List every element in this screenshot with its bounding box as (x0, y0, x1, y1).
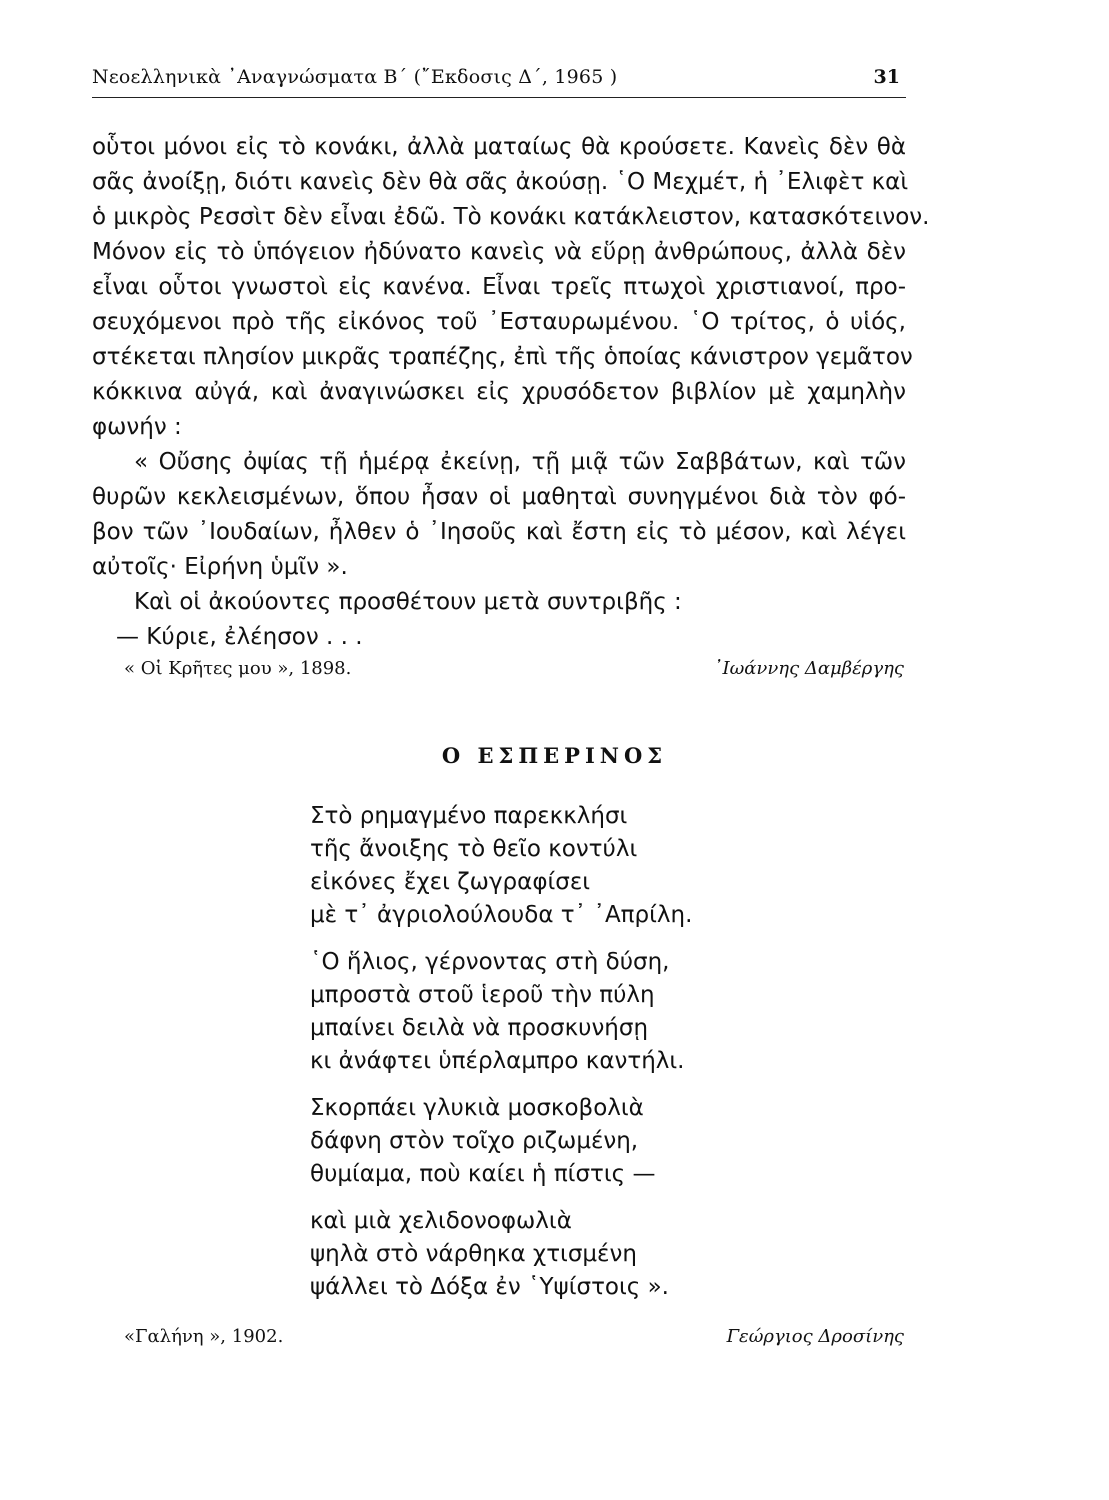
poem-line: μὲ τ᾿ ἀγριολούλουδα τ᾿ ᾿Απρίλη. (310, 902, 693, 928)
poem (310, 800, 692, 1318)
prose-line: στέκεται πλησίον μικρᾶς τραπέζης, ἐπὶ τῆς ὁποίας κάνιστρον γεμᾶτον (92, 344, 913, 370)
prose-line: σευχόμενοι πρὸ τῆς εἰκόνος τοῦ ᾿Εσταυρωμένου. ῾Ο τρίτος, ὁ υἱός, (92, 309, 906, 335)
prose-line: Μόνον εἰς τὸ ὑπόγειον ἠδύνατο κανεὶς νὰ εὕρῃ ἀνθρώπους, ἀλλὰ δὲν (92, 239, 906, 265)
poem-stanza (310, 946, 692, 1078)
poem-line: Σκορπάει γλυκιὰ μοσκοβολιὰ (310, 1095, 644, 1121)
dialogue-line: — Κύριε, ἐλέησον . . . (116, 624, 363, 650)
poem-line: θυμίαμα, ποὺ καίει ἡ πίστις — (310, 1161, 656, 1187)
poem-line: τῆς ἄνοιξης τὸ θεῖο κοντύλι (310, 836, 638, 862)
poem-stanza (310, 1092, 692, 1191)
quote-line: αὐτοῖς· Εἰρήνη ὑμῖν ». (92, 554, 348, 580)
prose-line: ὁ μικρὸς Ρεσσὶτ δὲν εἶναι ἐδῶ. Τὸ κονάκι κατάκλειστον, κατασκότεινον. (92, 204, 930, 230)
running-head (92, 60, 906, 96)
poem-stanza (310, 800, 692, 932)
attribution-source: « Οἱ Κρῆτες μου », 1898. (124, 658, 352, 679)
poem-line: εἰκόνες ἔχει ζωγραφίσει (310, 869, 591, 895)
prose-line: κόκκινα αὐγά, καὶ ἀναγινώσκει εἰς χρυσόδετον βιβλίον μὲ χαμηλὴν (92, 379, 906, 405)
prose-line: Καὶ οἱ ἀκούοντες προσθέτουν μετὰ συντριβῆς : (134, 589, 682, 615)
quote-line: βον τῶν ᾿Ιουδαίων, ἦλθεν ὁ ᾿Ιησοῦς καὶ ἔστη εἰς τὸ μέσον, καὶ λέγει (92, 519, 906, 545)
poem-line: Στὸ ρημαγμένο παρεκκλήσι (310, 803, 628, 829)
poem-line: ψάλλει τὸ Δόξα ἐν ῾Υψίστοις ». (310, 1274, 669, 1300)
prose-line: οὗτοι μόνοι εἰς τὸ κονάκι, ἀλλὰ ματαίως θὰ κρούσετε. Κανεὶς δὲν θὰ (92, 134, 906, 160)
page-number: 31 (873, 66, 900, 88)
poem-line: μπαίνει δειλὰ νὰ προσκυνήσῃ (310, 1015, 649, 1041)
prose-passage (92, 130, 930, 655)
poem-line: ψηλὰ στὸ νάρθηκα χτισμένη (310, 1241, 637, 1267)
poem-line: ῾Ο ἥλιος, γέρνοντας στὴ δύση, (310, 949, 670, 975)
poem-line: κι ἀνάφτει ὑπέρλαμπρο καντήλι. (310, 1048, 685, 1074)
poem-line: μπροστὰ στοῦ ἱεροῦ τὴν πύλη (310, 982, 655, 1008)
attribution-poem (124, 1322, 904, 1354)
prose-line: σᾶς ἀνοίξῃ, διότι κανεὶς δὲν θὰ σᾶς ἀκούσῃ. ῾Ο Μεχμέτ, ἡ ᾿Ελιφὲτ καὶ (92, 169, 909, 195)
attribution-author: ᾿Ιωάννης Δαμβέργης (713, 658, 904, 679)
quote-line: θυρῶν κεκλεισμένων, ὅπου ἦσαν οἱ μαθηταὶ συνηγμένοι διὰ τὸν φό- (92, 484, 906, 510)
book-title: Νεοελληνικὰ ᾿Αναγνώσματα Β΄ (῎Εκδοσις Δ΄, 1965 ) (92, 66, 618, 88)
attribution-source: «Γαλήνη », 1902. (124, 1326, 284, 1347)
poem-line: δάφνη στὸν τοῖχο ριζωμένη, (310, 1128, 639, 1154)
header-rule (92, 97, 906, 98)
quote-line: « Οὔσης ὀψίας τῇ ἡμέρᾳ ἐκείνῃ, τῇ μιᾷ τῶν Σαββάτων, καὶ τῶν (134, 449, 906, 475)
poem-stanza (310, 1205, 692, 1304)
prose-line: φωνήν : (92, 414, 182, 440)
attribution-prose (124, 654, 904, 686)
poem-line: καὶ μιὰ χελιδονοφωλιὰ (310, 1208, 572, 1234)
prose-line: εἶναι οὗτοι γνωστοὶ εἰς κανένα. Εἶναι τρεῖς πτωχοὶ χριστιανοί, προ- (92, 274, 906, 300)
attribution-author: Γεώργιος Δροσίνης (726, 1326, 904, 1347)
poem-title: Ο ΕΣΠΕΡΙΝΟΣ (441, 743, 668, 768)
